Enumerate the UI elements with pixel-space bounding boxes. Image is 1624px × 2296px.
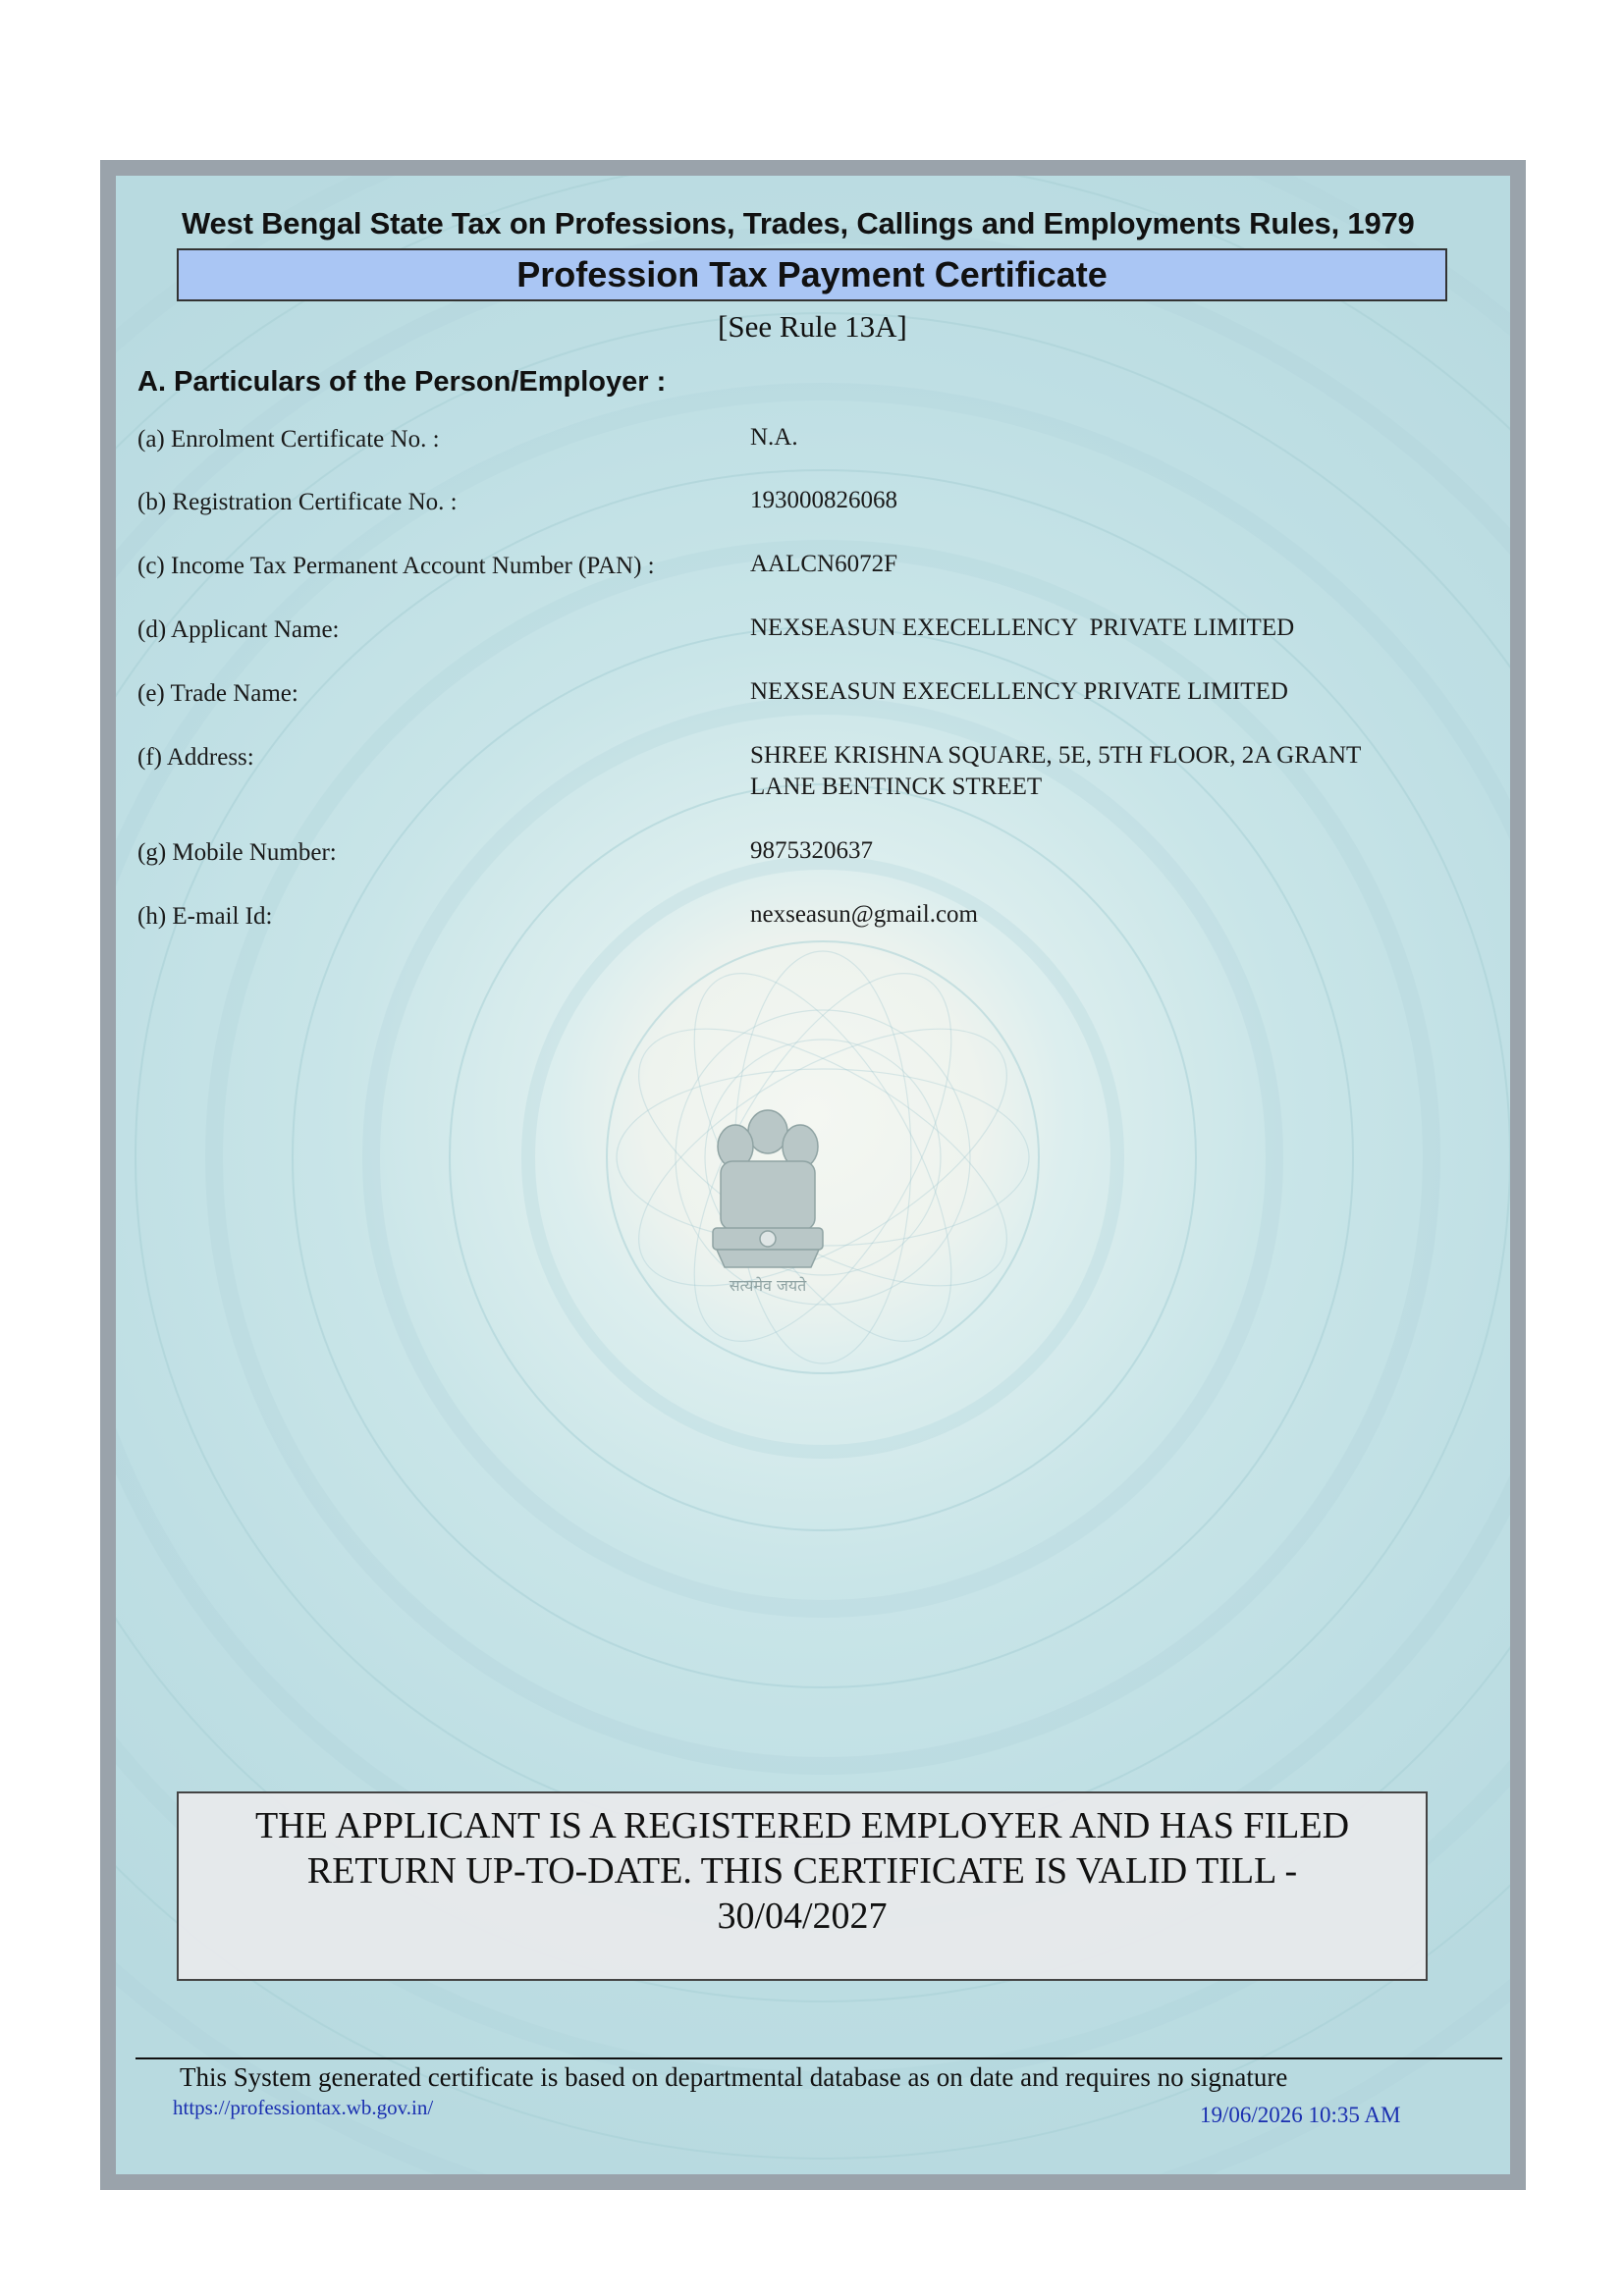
field-value-address-line-1: SHREE KRISHNA SQUARE, 5E, 5TH FLOOR, 2A GRANT	[750, 742, 1362, 769]
section-a-heading: A. Particulars of the Person/Employer :	[137, 366, 667, 398]
field-label-email: (h) E-mail Id:	[137, 903, 273, 930]
status-line-2: RETURN UP-TO-DATE. THIS CERTIFICATE IS VALID TILL -	[306, 1850, 1298, 1892]
field-label-mobile: (g) Mobile Number:	[137, 839, 337, 866]
field-label-enrolment: (a) Enrolment Certificate No. :	[137, 426, 440, 453]
footer-url-link[interactable]: https://professiontax.wb.gov.in/	[173, 2096, 434, 2119]
field-label-registration: (b) Registration Certificate No. :	[137, 489, 458, 515]
field-value-address-line-2: LANE BENTINCK STREET	[750, 774, 1043, 800]
field-label-pan: (c) Income Tax Permanent Account Number (PAN) :	[137, 553, 655, 579]
field-label-applicant-name: (d) Applicant Name:	[137, 616, 340, 643]
validity-status-box	[177, 1791, 1428, 1981]
field-value-pan: AALCN6072F	[750, 551, 898, 577]
field-value-email: nexseasun@gmail.com	[750, 901, 978, 928]
rules-title: West Bengal State Tax on Professions, Trades, Callings and Employments Rules, 1979	[182, 206, 1415, 240]
status-line-3: 30/04/2027	[717, 1896, 888, 1937]
field-value-applicant-name: NEXSEASUN EXECELLENCY PRIVATE LIMITED	[750, 614, 1295, 641]
emblem-motto: सत्यमेव जयते	[729, 1276, 807, 1295]
field-label-trade-name: (e) Trade Name:	[137, 680, 298, 707]
field-value-mobile: 9875320637	[750, 837, 873, 864]
footer-divider	[135, 2057, 1502, 2059]
field-value-registration: 193000826068	[750, 487, 897, 513]
rule-reference: [See Rule 13A]	[718, 309, 907, 344]
field-value-enrolment: N.A.	[750, 424, 798, 451]
state-emblem-icon	[691, 1102, 844, 1299]
status-line-1: THE APPLICANT IS A REGISTERED EMPLOYER AND HAS FILED	[254, 1805, 1350, 1846]
field-value-trade-name: NEXSEASUN EXECELLENCY PRIVATE LIMITED	[750, 678, 1288, 705]
certificate-title: Profession Tax Payment Certificate	[177, 248, 1447, 301]
footer-note: This System generated certificate is based on departmental database as on date and requires no signature	[180, 2062, 1288, 2092]
generated-timestamp: 19/06/2026 10:35 AM	[1200, 2103, 1401, 2127]
field-label-address: (f) Address:	[137, 744, 254, 771]
